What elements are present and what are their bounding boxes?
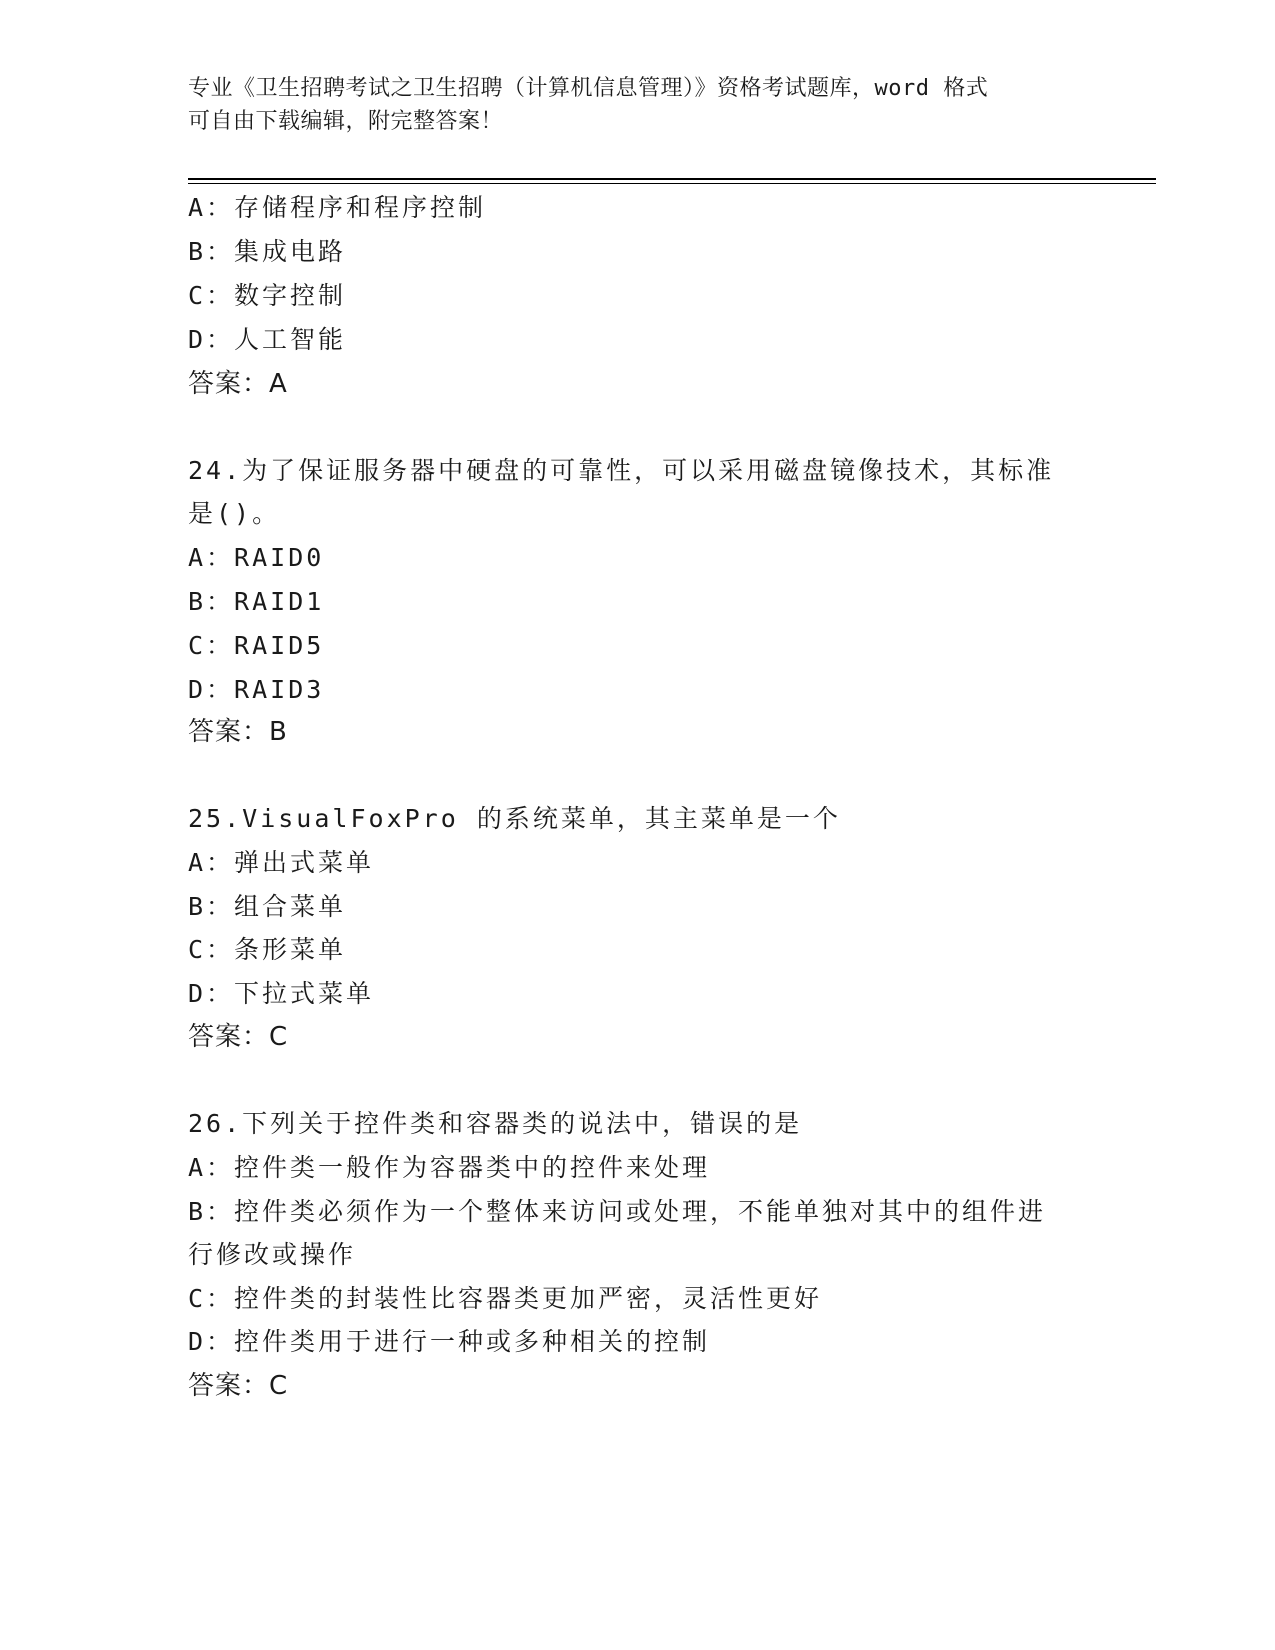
q26-option-b-line-2: 行修改或操作 bbox=[188, 1240, 357, 1269]
q24-stem-line-2: 是()。 bbox=[188, 499, 281, 528]
q23-option-b: B：集成电路 bbox=[188, 237, 347, 266]
q26-answer: 答案：C bbox=[188, 1371, 289, 1401]
header-divider-thin bbox=[188, 183, 1156, 184]
document-header bbox=[188, 72, 1068, 138]
q23-option-d: D：人工智能 bbox=[188, 325, 347, 354]
q25-option-a: A：弹出式菜单 bbox=[188, 848, 375, 877]
q24-option-c: C：RAID5 bbox=[188, 631, 325, 660]
q24-answer: 答案：B bbox=[188, 717, 288, 747]
header-line-1: 专业《卫生招聘考试之卫生招聘（计算机信息管理）》资格考试题库，word 格式 bbox=[188, 76, 989, 101]
q23-option-a: A：存储程序和程序控制 bbox=[188, 193, 487, 222]
q26-option-d: D：控件类用于进行一种或多种相关的控制 bbox=[188, 1327, 711, 1356]
header-divider-thick bbox=[188, 178, 1156, 180]
q24-option-a: A：RAID0 bbox=[188, 543, 325, 572]
q26-option-b-line-1: B：控件类必须作为一个整体来访问或处理，不能单独对其中的组件进 bbox=[188, 1197, 1047, 1226]
q25-stem-line-1: 25.VisualFoxPro 的系统菜单，其主菜单是一个 bbox=[188, 804, 841, 833]
q23-answer: 答案：A bbox=[188, 369, 288, 399]
q26-stem-line-1: 26.下列关于控件类和容器类的说法中，错误的是 bbox=[188, 1109, 803, 1138]
q24-option-d: D：RAID3 bbox=[188, 675, 325, 704]
header-line-2: 可自由下载编辑，附完整答案！ bbox=[188, 109, 504, 134]
q26-option-a: A：控件类一般作为容器类中的控件来处理 bbox=[188, 1153, 711, 1182]
q25-option-c: C：条形菜单 bbox=[188, 935, 347, 964]
q25-option-d: D：下拉式菜单 bbox=[188, 979, 375, 1008]
q24-stem-line-1: 24.为了保证服务器中硬盘的可靠性，可以采用磁盘镜像技术，其标准 bbox=[188, 456, 1055, 485]
q23-option-c: C：数字控制 bbox=[188, 281, 347, 310]
q25-option-b: B：组合菜单 bbox=[188, 892, 347, 921]
q24-option-b: B：RAID1 bbox=[188, 587, 325, 616]
q25-answer: 答案：C bbox=[188, 1022, 289, 1052]
q26-option-c: C：控件类的封装性比容器类更加严密，灵活性更好 bbox=[188, 1284, 823, 1313]
